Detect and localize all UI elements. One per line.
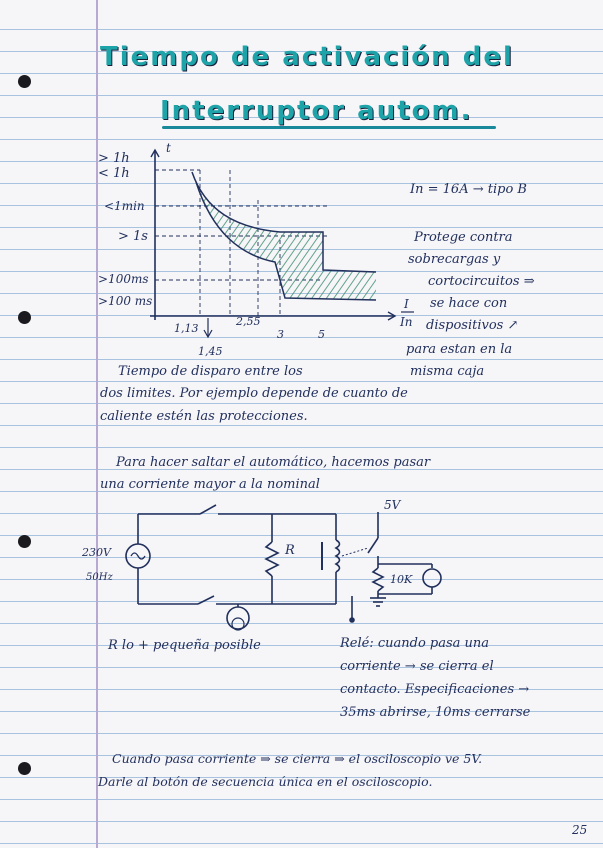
note-r: R lo + pequeña posible: [108, 638, 261, 653]
paragraph3-line2: Darle al botón de secuencia única en el osciloscopio.: [98, 774, 433, 789]
graph-axis-t: t: [166, 141, 171, 155]
circuit-resistor2-label: 10K: [390, 573, 413, 586]
x-label-5: 5: [318, 328, 325, 341]
circuit-supply-label: 5V: [384, 498, 401, 512]
y-label-gt-1h: > 1h: [98, 151, 130, 166]
note-protege-1: Protege contra: [414, 230, 513, 245]
y-label-100ms-a: >100ms: [98, 272, 149, 286]
paragraph3-line1: Cuando pasa corriente ⇒ se cierra ⇒ el osciloscopio ve 5V.: [112, 751, 483, 766]
paragraph1-line1: Tiempo de disparo entre los: [118, 364, 303, 379]
note-in-type: In = 16A → tipo B: [410, 182, 527, 197]
y-label-100ms-b: >100 ms: [98, 294, 153, 308]
x-axis-label-in: In: [400, 315, 413, 329]
x-label-3: 3: [277, 328, 284, 341]
note-protege-2: sobrecargas y: [408, 252, 501, 267]
note-protege-3: cortocircuitos ⇒: [428, 274, 535, 289]
paragraph2-line1: Para hacer saltar el automático, hacemos pasar: [116, 455, 431, 470]
relay-contact: [368, 538, 378, 553]
switch-bottom: [198, 596, 214, 604]
note-rele-4: 35ms abrirse, 10ms cerrarse: [340, 705, 531, 720]
x-label-145: 1,45: [198, 345, 223, 358]
circuit-frequency: 50Hz: [86, 572, 113, 583]
x-label-113: 1,13: [174, 322, 199, 335]
circuit-resistor-label: R: [285, 543, 295, 558]
circuit-voltage: 230V: [82, 546, 111, 559]
y-label-1min: <1min: [104, 199, 145, 213]
note-protege-7: misma caja: [410, 364, 485, 379]
page-number: 25: [572, 823, 588, 837]
y-label-lt-1h: < 1h: [98, 166, 130, 181]
note-rele-1: Relé: cuando pasa una: [340, 636, 490, 651]
page-title-line2: Interruptor autom.: [160, 96, 473, 126]
note-rele-2: corriente → se cierra el: [340, 659, 494, 674]
paragraph2-line2: una corriente mayor a la nominal: [100, 477, 320, 492]
resistor-r: [266, 542, 278, 576]
resistor-10k: [373, 568, 383, 591]
switch-top: [200, 505, 216, 514]
paragraph1-line2: dos limites. Por ejemplo depende de cuanto de: [100, 386, 408, 401]
note-protege-5: dispositivos ↗: [426, 318, 519, 333]
note-rele-3: contacto. Especificaciones →: [340, 682, 530, 697]
oscilloscope-symbol: [423, 569, 441, 587]
x-axis-label-i: I: [404, 297, 409, 311]
paragraph1-line3: caliente estén las protecciones.: [100, 409, 308, 424]
relay-coil: [336, 540, 340, 572]
note-protege-4: se hace con: [430, 296, 508, 311]
note-protege-6: para estan en la: [406, 342, 513, 357]
page-title-line1: Tiempo de activación del: [100, 42, 514, 72]
test-circuit: [126, 505, 441, 630]
x-label-255: 2,55: [236, 315, 261, 328]
y-label-1s: > 1s: [118, 229, 148, 244]
